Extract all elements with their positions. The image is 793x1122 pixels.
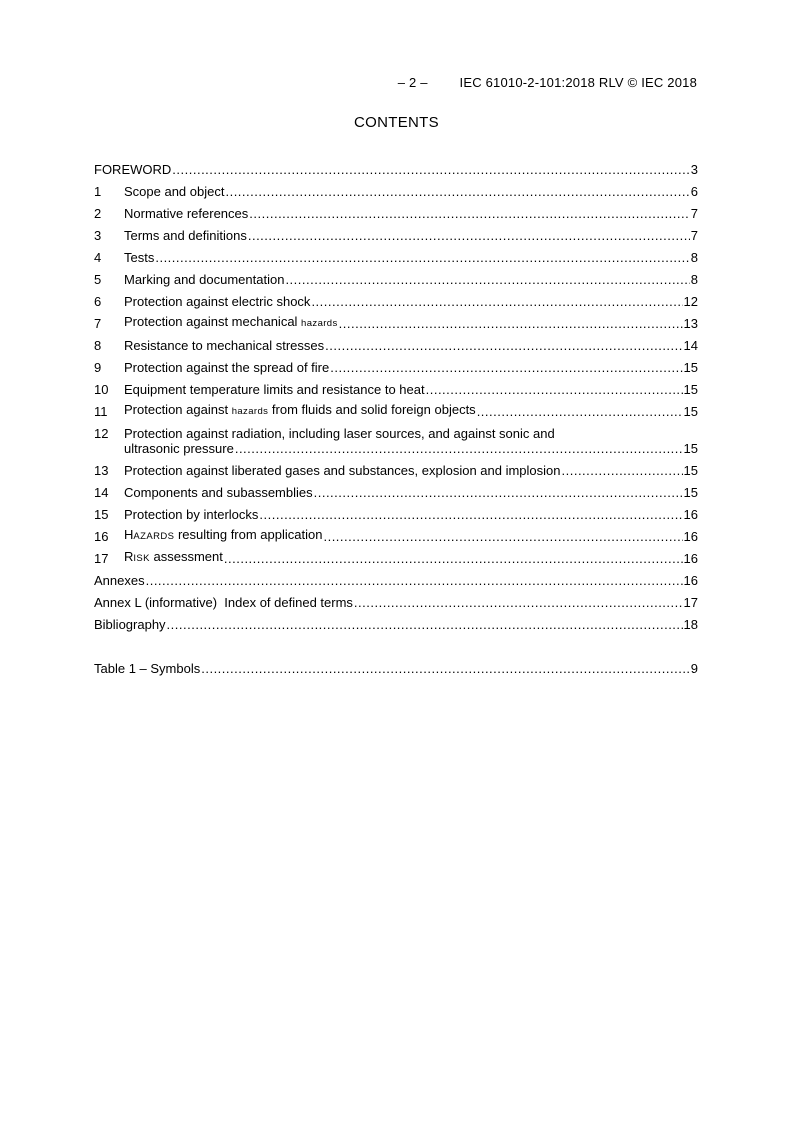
dot-leader — [325, 338, 682, 353]
toc-entry-clause[interactable] — [94, 202, 698, 224]
dot-leader — [224, 551, 683, 566]
toc-entry-annexes[interactable] — [94, 569, 698, 591]
toc-entry-bibliography[interactable] — [94, 613, 698, 635]
page-header — [398, 75, 697, 90]
toc-entry-clause[interactable] — [94, 290, 698, 312]
toc-entry-page: 16 — [683, 529, 698, 544]
toc-entry-clause[interactable] — [94, 180, 698, 202]
toc-entry-number: 2 — [94, 206, 102, 221]
toc-entry-page: 16 — [683, 573, 698, 588]
defined-term-hazards: AZARDS — [133, 531, 175, 542]
toc-entry-number: 13 — [94, 463, 109, 478]
dot-leader — [172, 162, 689, 177]
toc-entry-label: Annex L (informative) Index of defined terms — [94, 595, 353, 610]
toc-entry-clause[interactable] — [94, 246, 698, 268]
toc-entry-number: 3 — [94, 228, 102, 243]
toc-entry-clause[interactable] — [94, 334, 698, 356]
toc-entry-label — [124, 549, 223, 566]
toc-entry-label: Scope and object — [124, 184, 225, 199]
toc-entry-label-text: Protection against mechanical — [124, 314, 302, 329]
toc-entry-clause[interactable] — [94, 422, 698, 459]
toc-entry-page: 15 — [683, 404, 698, 419]
dot-leader — [248, 228, 690, 243]
dot-leader — [225, 184, 689, 199]
dot-leader — [477, 404, 683, 419]
toc-entry-number: 5 — [94, 272, 102, 287]
dot-leader — [201, 661, 690, 676]
toc-entry-number: 8 — [94, 338, 102, 353]
section-spacer — [94, 635, 698, 657]
toc-entry-page: 15 — [683, 485, 698, 500]
toc-entry-number: 15 — [94, 507, 109, 522]
toc-entry-table[interactable] — [94, 657, 698, 679]
toc-entry-label — [124, 314, 338, 331]
toc-entry-number: 9 — [94, 360, 102, 375]
toc-entry-annex-l[interactable] — [94, 591, 698, 613]
toc-entry-page: 3 — [690, 162, 698, 177]
toc-entry-page: 18 — [683, 617, 698, 632]
dot-leader — [167, 617, 683, 632]
dot-leader — [285, 272, 689, 287]
toc-entry-number: 16 — [94, 529, 109, 544]
toc-entry-page: 8 — [690, 250, 698, 265]
toc-entry-clause[interactable] — [94, 503, 698, 525]
toc-entry-number: 7 — [94, 316, 102, 331]
dot-leader — [354, 595, 683, 610]
toc-entry-clause[interactable] — [94, 547, 698, 569]
toc-entry-page: 15 — [683, 382, 698, 397]
table-of-contents — [94, 158, 698, 679]
toc-entry-label: Components and subassemblies — [124, 485, 313, 500]
defined-term-hazards: hazards — [231, 406, 269, 417]
toc-entry-clause[interactable] — [94, 356, 698, 378]
toc-entry-number: 1 — [94, 184, 102, 199]
toc-entry-number: 10 — [94, 382, 109, 397]
defined-term-initial: H — [124, 527, 134, 542]
toc-entry-number: 14 — [94, 485, 109, 500]
toc-entry-clause[interactable] — [94, 481, 698, 503]
toc-entry-label — [124, 402, 476, 419]
toc-entry-page: 16 — [683, 551, 698, 566]
toc-entry-label: Protection against electric shock — [124, 294, 311, 309]
toc-entry-label: Tests — [124, 250, 155, 265]
toc-entry-clause[interactable] — [94, 312, 698, 334]
toc-entry-label — [124, 426, 698, 456]
dot-leader — [155, 250, 689, 265]
toc-entry-page: 8 — [690, 272, 698, 287]
defined-term-initial: R — [124, 549, 134, 564]
toc-entry-foreword[interactable] — [94, 158, 698, 180]
toc-entry-number: 6 — [94, 294, 102, 309]
toc-entry-clause[interactable] — [94, 459, 698, 481]
dot-leader — [426, 382, 683, 397]
toc-entry-label: Marking and documentation — [124, 272, 285, 287]
defined-term-risk: ISK — [133, 553, 150, 564]
toc-entry-clause[interactable] — [94, 268, 698, 290]
toc-entry-label-text: Protection against — [124, 402, 232, 417]
toc-entry-page: 7 — [690, 228, 698, 243]
toc-entry-number: 12 — [94, 426, 109, 441]
toc-entry-label-text: resulting from application — [174, 527, 323, 542]
dot-leader — [235, 441, 683, 456]
dot-leader — [323, 529, 682, 544]
toc-entry-label: Table 1 – Symbols — [94, 661, 201, 676]
dot-leader — [562, 463, 683, 478]
page-title: CONTENTS — [354, 114, 439, 131]
toc-entry-clause[interactable] — [94, 525, 698, 547]
toc-entry-number: 17 — [94, 551, 109, 566]
toc-entry-page: 9 — [690, 661, 698, 676]
dot-leader — [311, 294, 682, 309]
toc-entry-page: 17 — [683, 595, 698, 610]
toc-entry-page: 6 — [690, 184, 698, 199]
dot-leader — [249, 206, 689, 221]
toc-entry-clause[interactable] — [94, 224, 698, 246]
toc-entry-page: 14 — [683, 338, 698, 353]
dot-leader — [330, 360, 682, 375]
toc-entry-label-line2: ultrasonic pressure — [124, 441, 234, 456]
toc-entry-page: 15 — [683, 441, 698, 456]
toc-entry-page: 7 — [690, 206, 698, 221]
toc-entry-label: Equipment temperature limits and resistance to heat — [124, 382, 425, 397]
toc-entry-clause[interactable] — [94, 400, 698, 422]
toc-entry-page: 15 — [683, 360, 698, 375]
dot-leader — [314, 485, 683, 500]
toc-entry-label-text: assessment — [149, 549, 223, 564]
toc-entry-label: Protection against the spread of fire — [124, 360, 330, 375]
toc-entry-number: 4 — [94, 250, 102, 265]
toc-entry-clause[interactable] — [94, 378, 698, 400]
toc-entry-label: FOREWORD — [94, 162, 172, 177]
toc-entry-label: Protection against liberated gases and substances, explosion and implosion — [124, 463, 561, 478]
toc-entry-number: 11 — [94, 404, 108, 419]
toc-entry-label — [124, 527, 322, 544]
toc-entry-page: 16 — [683, 507, 698, 522]
toc-entry-label: Terms and definitions — [124, 228, 247, 243]
toc-entry-page: 15 — [683, 463, 698, 478]
toc-entry-label-text: from fluids and solid foreign objects — [268, 402, 476, 417]
toc-entry-label: Resistance to mechanical stresses — [124, 338, 325, 353]
toc-entry-label: Protection by interlocks — [124, 507, 259, 522]
defined-term-hazards: hazards — [301, 318, 338, 329]
dot-leader — [146, 573, 683, 588]
document-id: IEC 61010-2-101:2018 RLV © IEC 2018 — [459, 75, 697, 90]
dot-leader — [259, 507, 682, 522]
toc-entry-page: 12 — [683, 294, 698, 309]
toc-entry-label: Bibliography — [94, 617, 166, 632]
toc-entry-label: Annexes — [94, 573, 145, 588]
toc-entry-label-line1: Protection against radiation, including laser sources, and against sonic and — [124, 426, 555, 441]
toc-entry-page: 13 — [683, 316, 698, 331]
dot-leader — [339, 316, 683, 331]
toc-entry-label: Normative references — [124, 206, 249, 221]
page-number: – 2 – — [397, 75, 428, 90]
